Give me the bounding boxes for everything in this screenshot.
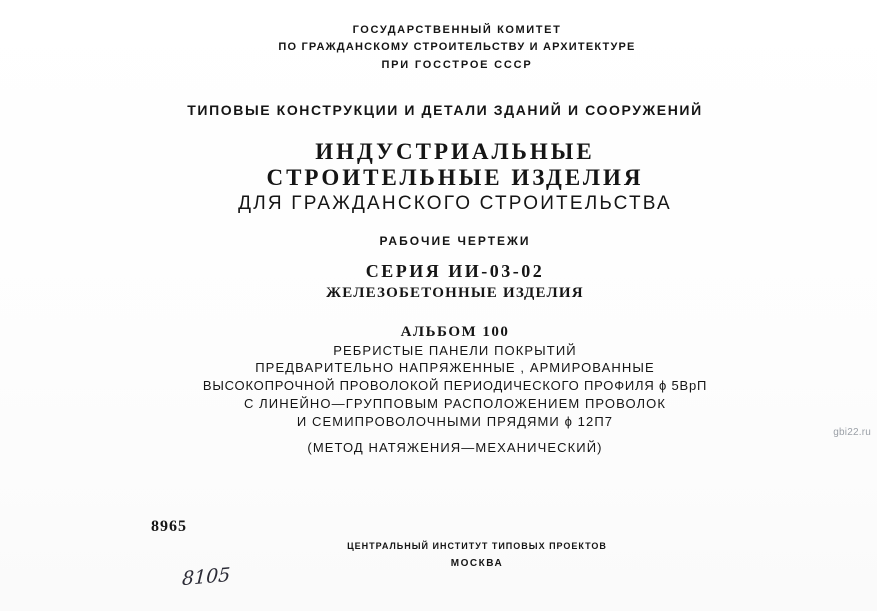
working-drawings-subtitle: РАБОЧИЕ ЧЕРТЕЖИ bbox=[379, 234, 531, 248]
main-title-line-1: ИНДУСТРИАЛЬНЫЕ bbox=[315, 139, 595, 164]
institute-city: МОСКВА bbox=[450, 558, 504, 569]
series-heading: ТИПОВЫЕ КОНСТРУКЦИИ И ДЕТАЛИ ЗДАНИЙ И СООРУЖЕНИЙ bbox=[187, 102, 703, 118]
series-type: ЖЕЛЕЗОБЕТОННЫЕ ИЗДЕЛИЯ bbox=[326, 285, 584, 301]
handwritten-number: 8105 bbox=[181, 563, 231, 591]
tension-method-note: (МЕТОД НАТЯЖЕНИЯ—МЕХАНИЧЕСКИЙ) bbox=[307, 440, 603, 455]
catalog-number: 8965 bbox=[151, 518, 187, 535]
committee-line-1: ГОСУДАРСТВЕННЫЙ КОМИТЕТ bbox=[352, 24, 562, 36]
main-title-line-3: ДЛЯ ГРАЖДАНСКОГО СТРОИТЕЛЬСТВА bbox=[238, 193, 672, 214]
album-description-line-1: РЕБРИСТЫЕ ПАНЕЛИ ПОКРЫТИЙ bbox=[333, 343, 577, 358]
album-title: АЛЬБОМ 100 bbox=[400, 324, 510, 340]
committee-line-3: ПРИ ГОССТРОЕ СССР bbox=[381, 59, 533, 71]
main-title-line-2: СТРОИТЕЛЬНЫЕ ИЗДЕЛИЯ bbox=[266, 165, 644, 190]
institute-name: ЦЕНТРАЛЬНЫЙ ИНСТИТУТ ТИПОВЫХ ПРОЕКТОВ bbox=[347, 541, 607, 551]
album-description-line-3: ВЫСОКОПРОЧНОЙ ПРОВОЛОКОЙ ПЕРИОДИЧЕСКОГО ПРОФИЛЯ ϕ 5ВрП bbox=[202, 378, 708, 393]
album-description-line-5: И СЕМИПРОВОЛОЧНЫМИ ПРЯДЯМИ ϕ 12П7 bbox=[296, 414, 614, 429]
watermark: gbi22.ru bbox=[833, 427, 871, 438]
album-description-line-2: ПРЕДВАРИТЕЛЬНО НАПРЯЖЕННЫЕ , АРМИРОВАННЫЕ bbox=[255, 360, 655, 375]
album-description-line-4: С ЛИНЕЙНО—ГРУППОВЫМ РАСПОЛОЖЕНИЕМ ПРОВОЛОК bbox=[243, 396, 667, 411]
series-number: СЕРИЯ ИИ-03-02 bbox=[365, 261, 545, 281]
committee-line-2: ПО ГРАЖДАНСКОМУ СТРОИТЕЛЬСТВУ И АРХИТЕКТУРЕ bbox=[278, 41, 636, 53]
